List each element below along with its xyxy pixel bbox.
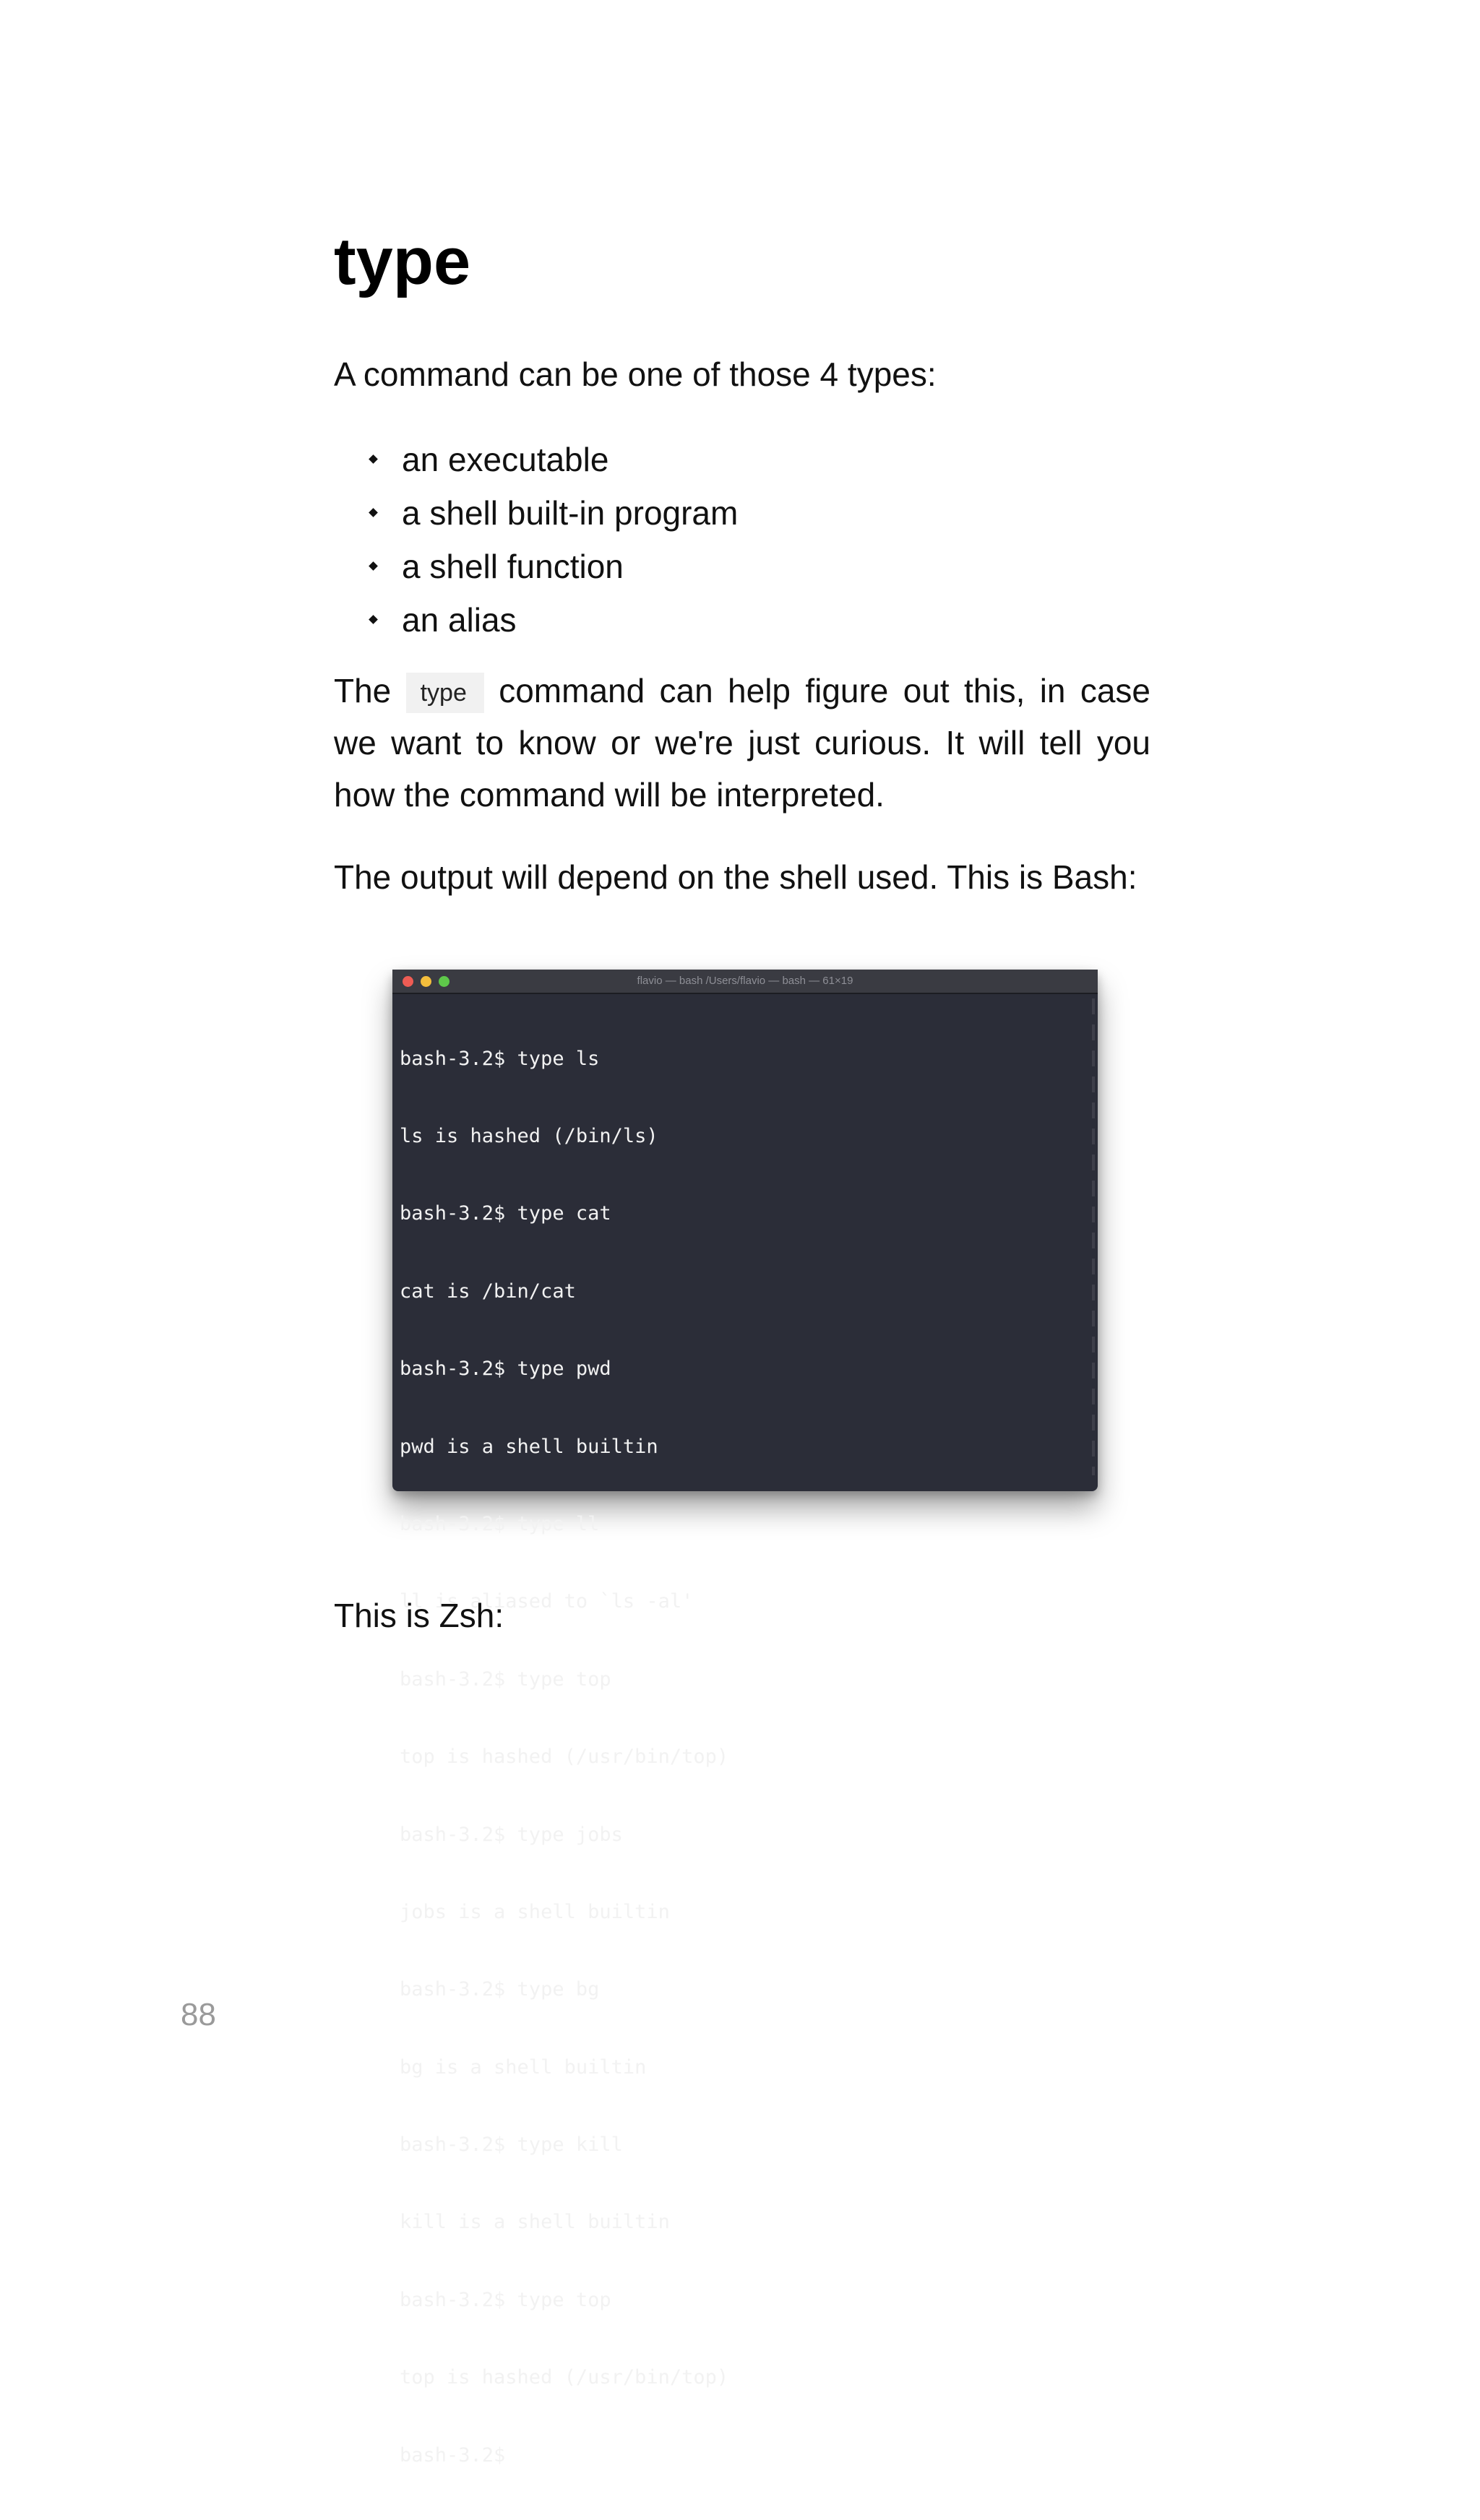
list-item (334, 487, 738, 540)
type-command-paragraph (334, 665, 1150, 821)
bullet-icon (369, 454, 378, 464)
list-item-text: an executable (402, 441, 609, 478)
terminal-line: jobs is a shell builtin (400, 1900, 670, 1923)
terminal-line: bg is a shell builtin (400, 2055, 647, 2079)
list-item (334, 433, 738, 487)
bullet-icon (369, 561, 378, 571)
terminal-line: bash-3.2$ (400, 2443, 506, 2467)
terminal-line: bash-3.2$ type jobs (400, 1823, 623, 1846)
terminal-line: kill is a shell builtin (400, 2211, 670, 2234)
terminal-line: bash-3.2$ type kill (400, 2133, 623, 2157)
terminal-line: bash-3.2$ type bg (400, 1978, 600, 2001)
command-types-list (334, 433, 738, 647)
terminal-titlebar (392, 970, 1098, 994)
output-paragraph: The output will depend on the shell used. This is Bash: (334, 858, 1137, 896)
list-item-text: an alias (402, 601, 517, 639)
terminal-title: flavio — bash /Users/flavio — bash — 61×19 (637, 975, 853, 987)
zsh-paragraph: This is Zsh: (334, 1597, 504, 1634)
page-number: 88 (181, 1997, 216, 2032)
list-item-text: a shell function (402, 548, 624, 585)
terminal-line: ll is aliased to `ls -al' (400, 1590, 694, 1613)
terminal-line: bash-3.2$ type top (400, 1667, 611, 1691)
paragraph-text: The (334, 672, 392, 709)
terminal-scrollbar (1092, 998, 1095, 1475)
paragraph-text: command can help figure out this, in case we want to know or we're just curious. It will tell you how the command will be interpreted. (334, 672, 1151, 814)
terminal-line: ls is hashed (/bin/ls) (400, 1124, 658, 1147)
terminal-line: bash-3.2$ type pwd (400, 1358, 611, 1381)
list-item-text: a shell built-in program (402, 494, 739, 532)
terminal-output (400, 994, 1086, 2520)
section-heading: type (334, 225, 471, 298)
terminal-line: cat is /bin/cat (400, 1280, 576, 1303)
intro-paragraph: A command can be one of those 4 types: (334, 355, 937, 393)
terminal-line: pwd is a shell builtin (400, 1435, 658, 1458)
bullet-icon (369, 508, 378, 517)
inline-code: type (406, 673, 484, 713)
terminal-line: top is hashed (/usr/bin/top) (400, 2366, 729, 2389)
terminal-line: bash-3.2$ type top (400, 2288, 611, 2311)
terminal-line: bash-3.2$ type ll (400, 1512, 600, 1535)
list-item (334, 540, 738, 594)
bullet-icon (369, 615, 378, 624)
terminal-line: bash-3.2$ type ls (400, 1047, 600, 1070)
terminal-line: bash-3.2$ type cat (400, 1202, 611, 1225)
terminal-line: top is hashed (/usr/bin/top) (400, 1746, 729, 1769)
list-item (334, 594, 738, 647)
